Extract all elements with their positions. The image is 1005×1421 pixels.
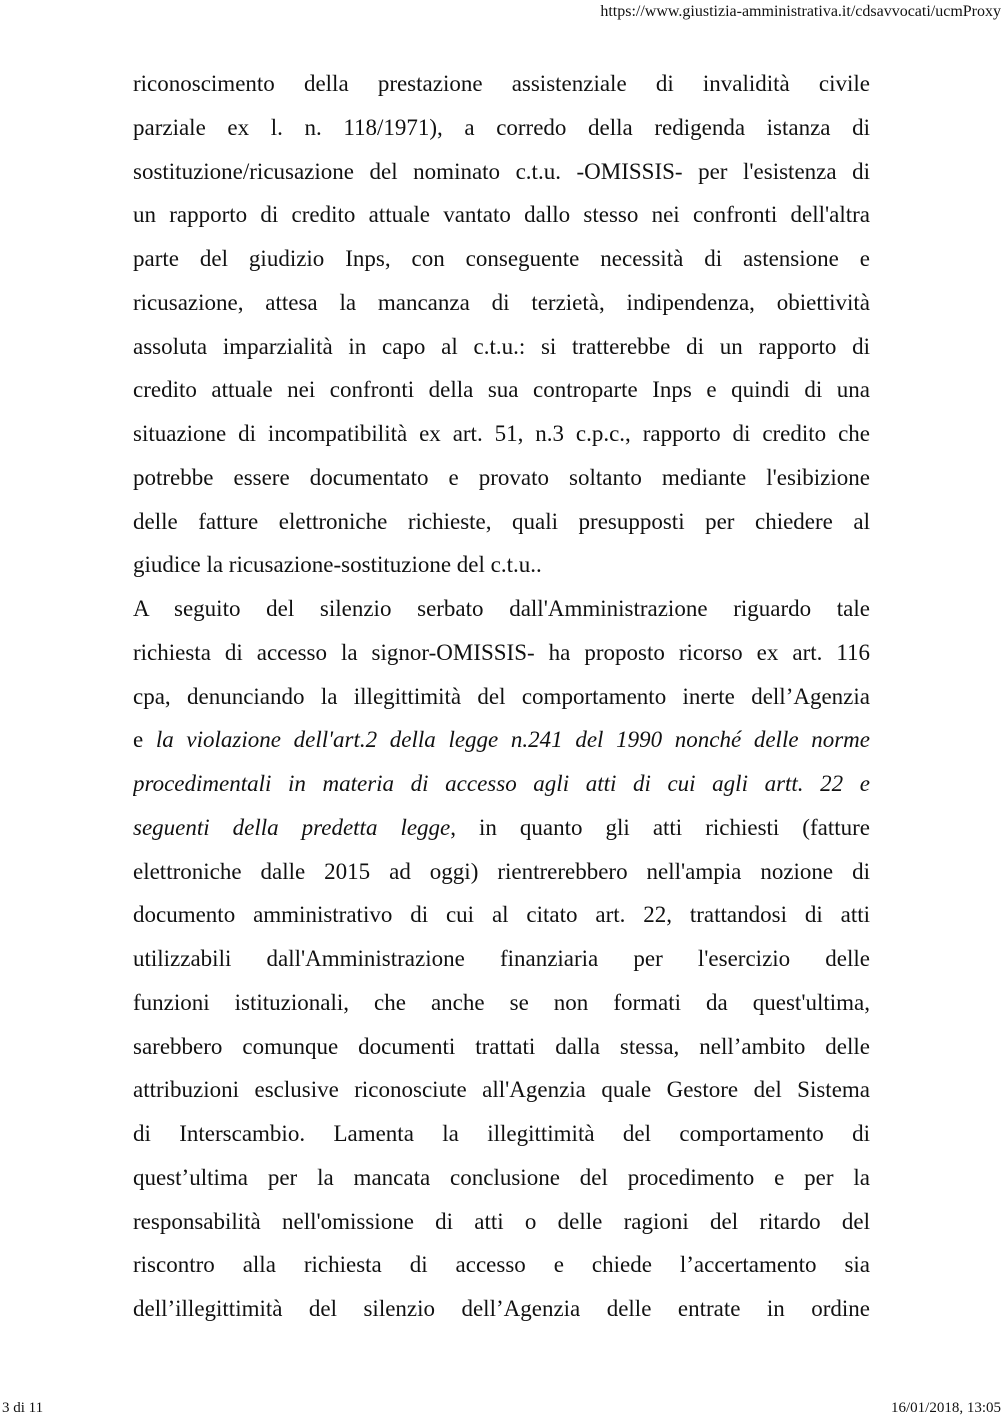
text-line: responsabilità nell'omissione di atti o delle ragioni del ritardo del xyxy=(133,1208,870,1234)
text-line: cpa, denunciando la illegittimità del comportamento inerte dell’Agenzia xyxy=(133,683,870,709)
text-line: credito attuale nei confronti della sua controparte Inps e quindi di una xyxy=(133,377,870,403)
italic-text-segment: la violazione dell'art.2 della legge n.241 del 1990 nonché delle norme xyxy=(155,727,870,753)
text-line: funzioni istituzionali, che anche se non formati da quest'ultima, xyxy=(133,989,870,1015)
text-line: situazione di incompatibilità ex art. 51, n.3 c.p.c., rapporto di credito che xyxy=(133,421,870,446)
italic-text-segment: procedimentali in materia di accesso agli atti di cui agli artt. 22 e xyxy=(133,771,870,796)
page-number: 3 di 11 xyxy=(2,1400,44,1416)
text-line: dell’illegittimità del silenzio dell’Agenzia delle entrate in ordine xyxy=(133,1296,870,1321)
text-line: assoluta imparzialità in capo al c.t.u.: si tratterebbe di un rapporto di xyxy=(133,333,870,359)
text-line: riscontro alla richiesta di accesso e chiede l’accertamento sia xyxy=(133,1252,870,1278)
text-line xyxy=(133,718,870,762)
text-line: parte del giudizio Inps, con conseguente necessità di astensione e xyxy=(133,246,870,271)
text-line xyxy=(133,806,870,850)
text-line: parziale ex l. n. 118/1971), a corredo della redigenda istanza di xyxy=(133,114,870,140)
text-line: A seguito del silenzio serbato dall'Amministrazione riguardo tale xyxy=(133,596,870,621)
page-url-header: https://www.giustizia-amministrativa.it/cdsavvocati/ucmProxy xyxy=(600,3,1001,20)
italic-text-segment: seguenti della predetta legge xyxy=(133,814,451,840)
document-body xyxy=(133,62,870,1331)
text-line: ricusazione, attesa la mancanza di terzietà, indipendenza, obiettività xyxy=(133,289,870,315)
text-line: potrebbe essere documentato e provato soltanto mediante l'esibizione xyxy=(133,464,870,490)
text-line xyxy=(133,762,870,806)
print-datetime: 16/01/2018, 13:05 xyxy=(890,1400,1001,1416)
text-line: giudice la ricusazione-sostituzione del c.t.u.. xyxy=(133,552,542,578)
text-line: quest’ultima per la mancata conclusione del procedimento e per la xyxy=(133,1164,870,1190)
text-segment: , in quanto gli atti richiesti (fatture xyxy=(450,814,870,840)
text-line: documento amministrativo di cui al citato art. 22, trattandosi di atti xyxy=(133,902,870,928)
text-segment: e xyxy=(133,727,156,753)
text-line: richiesta di accesso la signor-OMISSIS- ha proposto ricorso ex art. 116 xyxy=(133,639,870,665)
text-line: riconoscimento della prestazione assistenziale di invalidità civile xyxy=(133,71,870,96)
text-line: elettroniche dalle 2015 ad oggi) rientrerebbero nell'ampia nozione di xyxy=(133,858,870,884)
text-line: un rapporto di credito attuale vantato dallo stesso nei confronti dell'altra xyxy=(133,202,870,228)
text-line: attribuzioni esclusive riconosciute all'Agenzia quale Gestore del Sistema xyxy=(133,1077,870,1103)
text-line: sostituzione/ricusazione del nominato c.t.u. -OMISSIS- per l'esistenza di xyxy=(133,158,870,184)
text-line: di Interscambio. Lamenta la illegittimità del comportamento di xyxy=(133,1121,870,1146)
text-line: sarebbero comunque documenti trattati dalla stessa, nell’ambito delle xyxy=(133,1033,870,1059)
text-line: delle fatture elettroniche richieste, quali presupposti per chiedere al xyxy=(133,508,870,534)
text-line: utilizzabili dall'Amministrazione finanziaria per l'esercizio delle xyxy=(133,946,870,971)
